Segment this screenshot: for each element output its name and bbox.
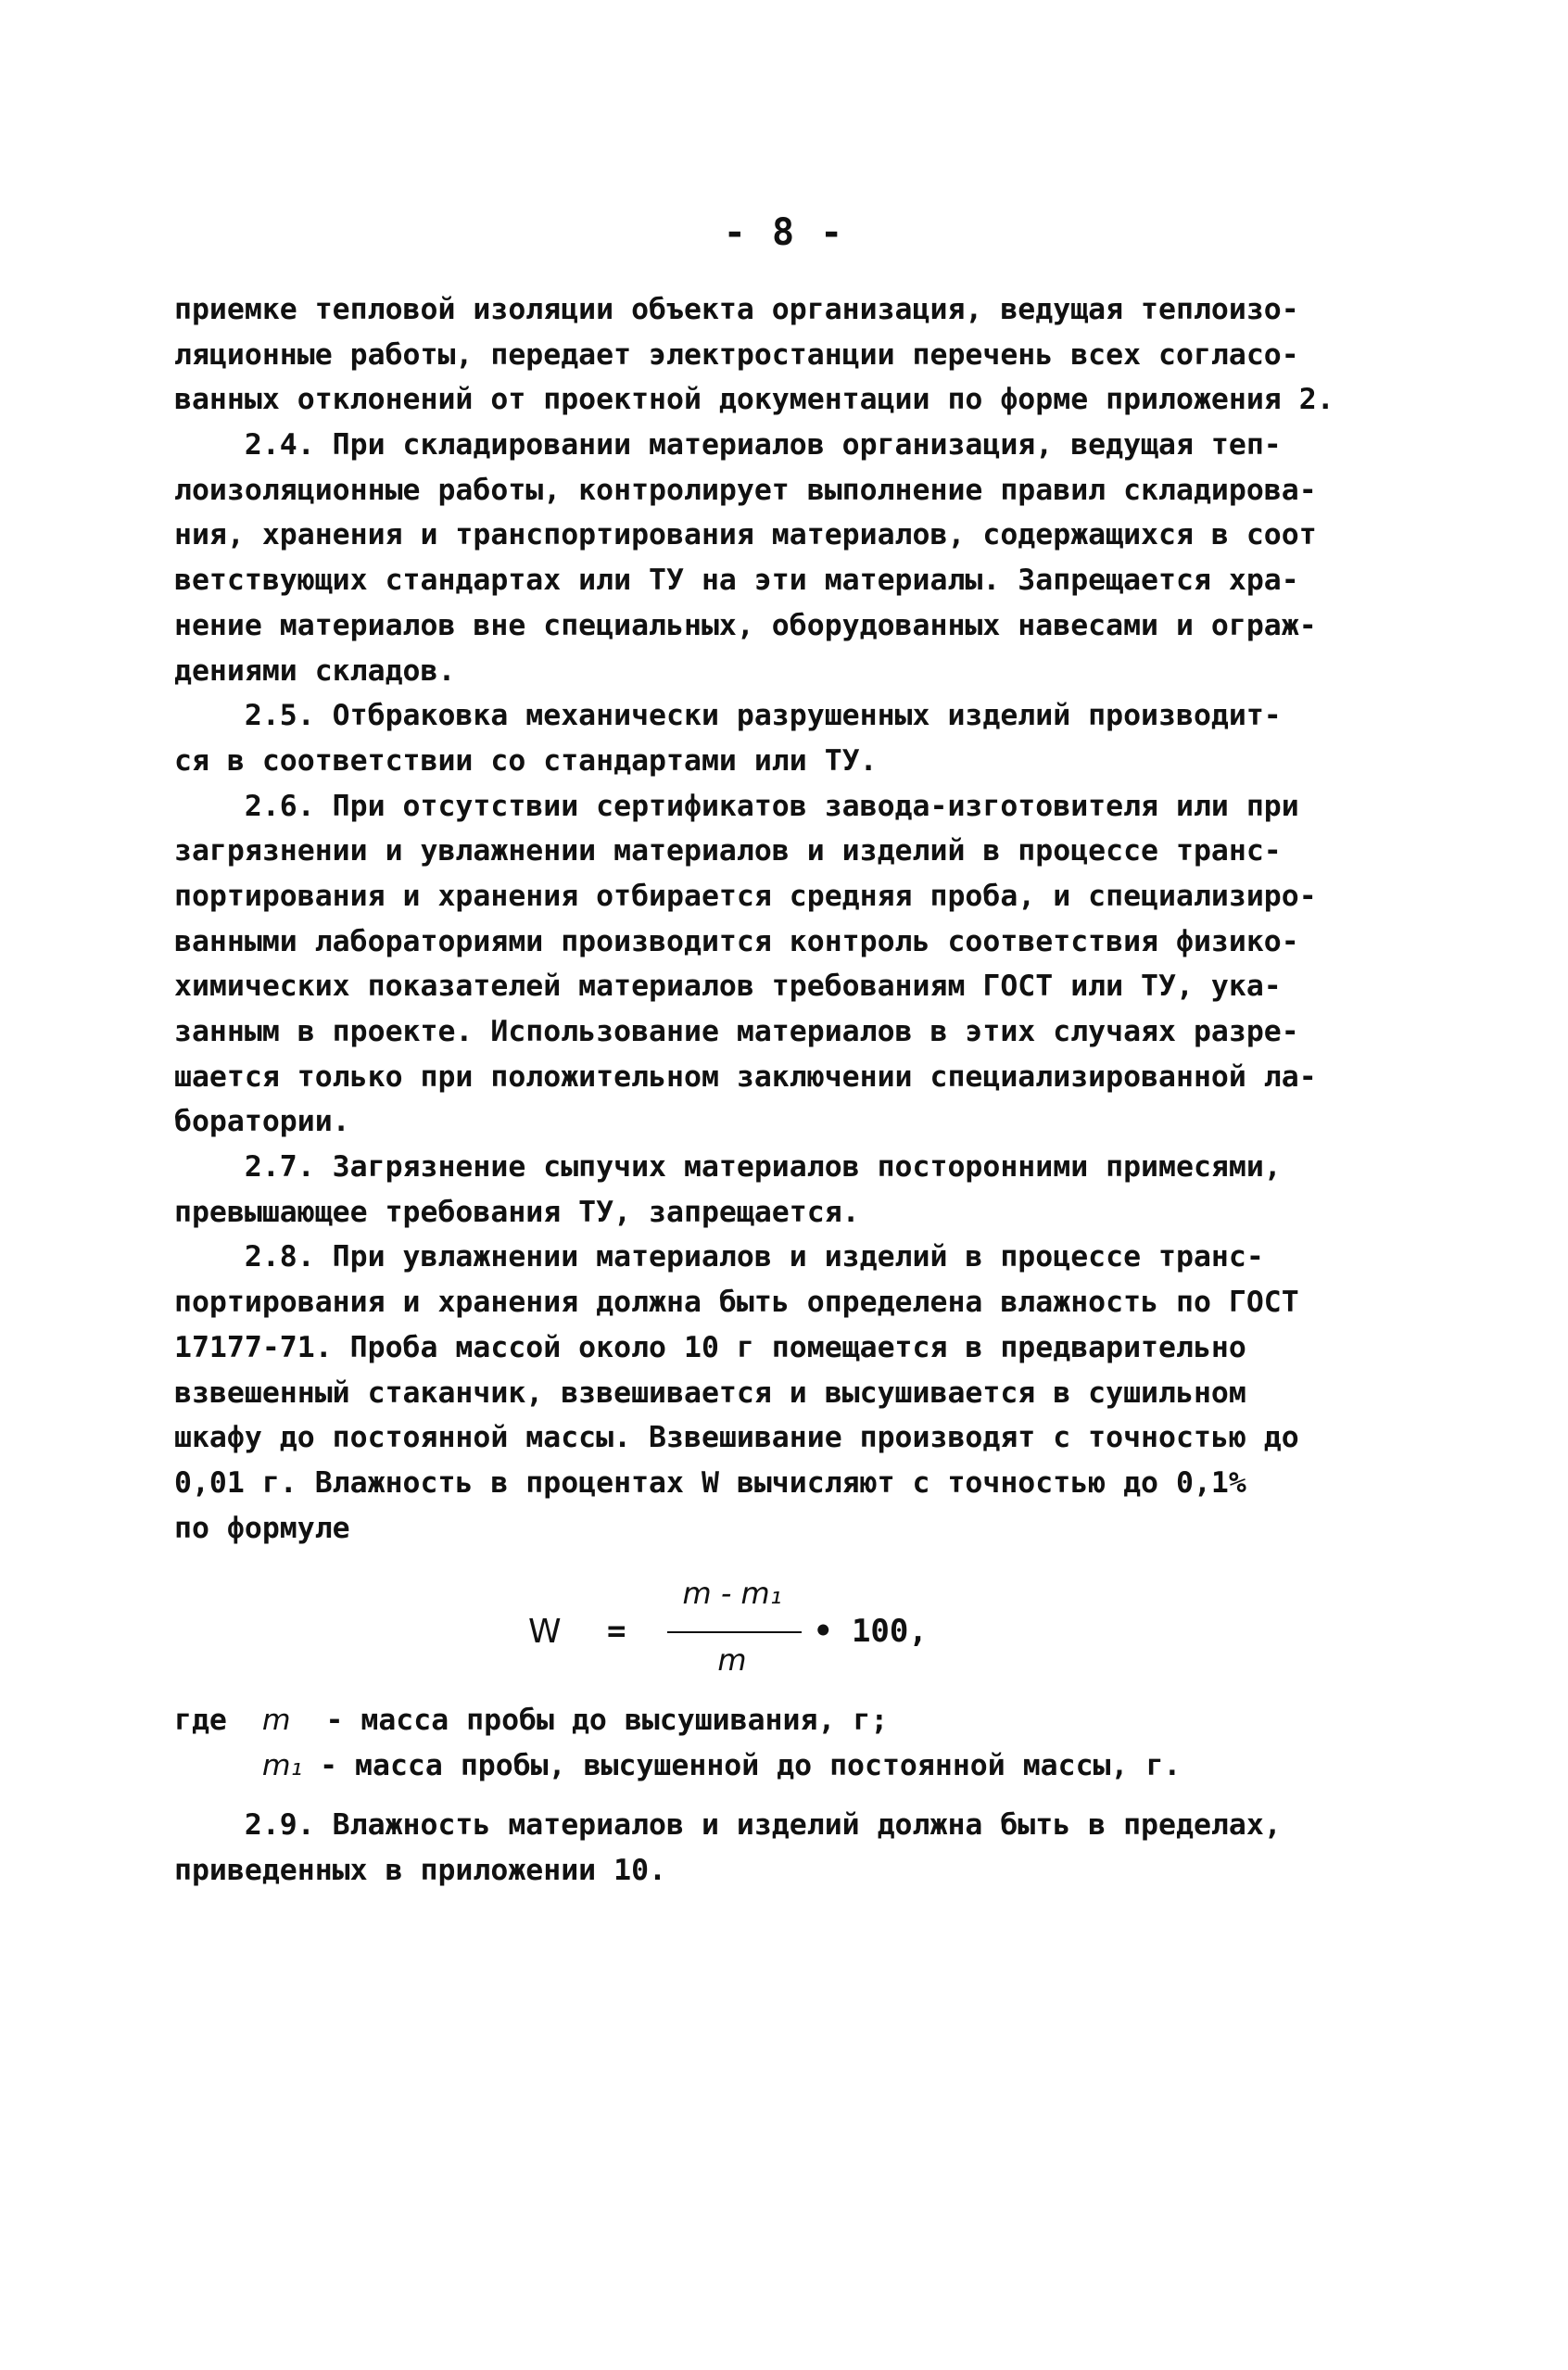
formula-lhs: W <box>528 1613 562 1651</box>
text-line: занным в проекте. Использование материалов в этих случаях разре- <box>174 1015 1299 1048</box>
humidity-formula <box>519 1576 1038 1696</box>
legend-text: - масса пробы до высушивания, г; <box>290 1704 889 1737</box>
text-line: ванных отклонений от проектной документации по форме приложения 2. <box>174 383 1334 417</box>
text-line: взвешенный стаканчик, взвешивается и высушивается в сушильном <box>174 1375 1246 1410</box>
formula-legend <box>174 1698 1397 1788</box>
paragraph-2-7-first-line: 2.7. Загрязнение сыпучих материалов посторонними примесями, <box>174 1150 1282 1185</box>
text-line: ся в соответствии со стандартами или ТУ. <box>174 743 878 778</box>
paragraph-2-8-first-line: 2.8. При увлажнении материалов и изделий в процессе транс- <box>174 1240 1264 1274</box>
formula-denominator: m <box>717 1642 747 1678</box>
formula-equals: = <box>607 1613 626 1650</box>
text-line: портирования и хранения должна быть определена влажность по ГОСТ <box>174 1286 1299 1320</box>
text-line: 2.9. Влажность материалов и изделий должна быть в пределах, <box>174 1808 1282 1842</box>
paragraph-2-4-first-line: 2.4. При складировании материалов организация, ведущая теп- <box>174 428 1282 463</box>
legend-text: - масса пробы, высушенной до постоянной массы, г. <box>302 1748 1182 1782</box>
text-line: химических показателей материалов требованиям ГОСТ или ТУ, ука- <box>174 970 1282 1004</box>
fraction-bar <box>667 1631 802 1633</box>
paragraph-2-9 <box>174 1803 1397 1893</box>
paragraph-2-6-first-line: 2.6. При отсутствии сертификатов завода-изготовителя или при <box>174 789 1299 823</box>
text-line: нение материалов вне специальных, оборудованных навесами и ограж- <box>174 608 1317 642</box>
text-line: приведенных в приложении 10. <box>174 1853 667 1887</box>
formula-rhs: • 100, <box>814 1613 928 1650</box>
text-line: ветствующих стандартах или ТУ на эти материалы. Запрещается хра- <box>174 564 1299 598</box>
text-line: приемке тепловой изоляции объекта организация, ведущая теплоизо- <box>174 293 1299 326</box>
text-line: превышающее требования ТУ, запрещается. <box>174 1195 860 1229</box>
body-text <box>174 287 1397 1551</box>
formula-numerator: m - m₁ <box>682 1576 782 1611</box>
text-line: ванными лабораториями производится контроль соответствия физико- <box>174 924 1299 958</box>
legend-symbol: m <box>261 1704 291 1737</box>
text-line: дениями складов. <box>174 653 456 688</box>
text-line: по формуле <box>174 1511 350 1545</box>
legend-prefix: где <box>174 1704 262 1737</box>
text-line: лоизоляционные работы, контролирует выполнение правил складирова- <box>174 473 1317 507</box>
text-line: загрязнении и увлажнении материалов и изделий в процессе транс- <box>174 834 1282 868</box>
text-line: 0,01 г. Влажность в процентах W вычисляют с точностью до 0,1% <box>174 1465 1246 1500</box>
text-line: 17177-71. Проба массой около 10 г помещается в предварительно <box>174 1330 1246 1364</box>
legend-row <box>174 1698 1397 1743</box>
legend-row <box>174 1743 1397 1789</box>
text-line: ляционные работы, передает электростанции перечень всех согласо- <box>174 337 1299 372</box>
text-line: боратории. <box>174 1105 350 1139</box>
text-line: шается только при положительном заключении специализированной ла- <box>174 1059 1317 1094</box>
text-line: шкафу до постоянной массы. Взвешивание производят с точностью до <box>174 1421 1299 1455</box>
legend-prefix <box>174 1749 262 1782</box>
paragraph-2-5-first-line: 2.5. Отбраковка механически разрушенных изделий производит- <box>174 699 1282 733</box>
page-number: - 8 - <box>723 211 845 254</box>
text-line: портирования и хранения отбирается средняя проба, и специализиро- <box>174 879 1317 913</box>
legend-symbol: m₁ <box>261 1748 303 1782</box>
text-line: ния, хранения и транспортирования материалов, содержащихся в соот <box>174 518 1317 552</box>
